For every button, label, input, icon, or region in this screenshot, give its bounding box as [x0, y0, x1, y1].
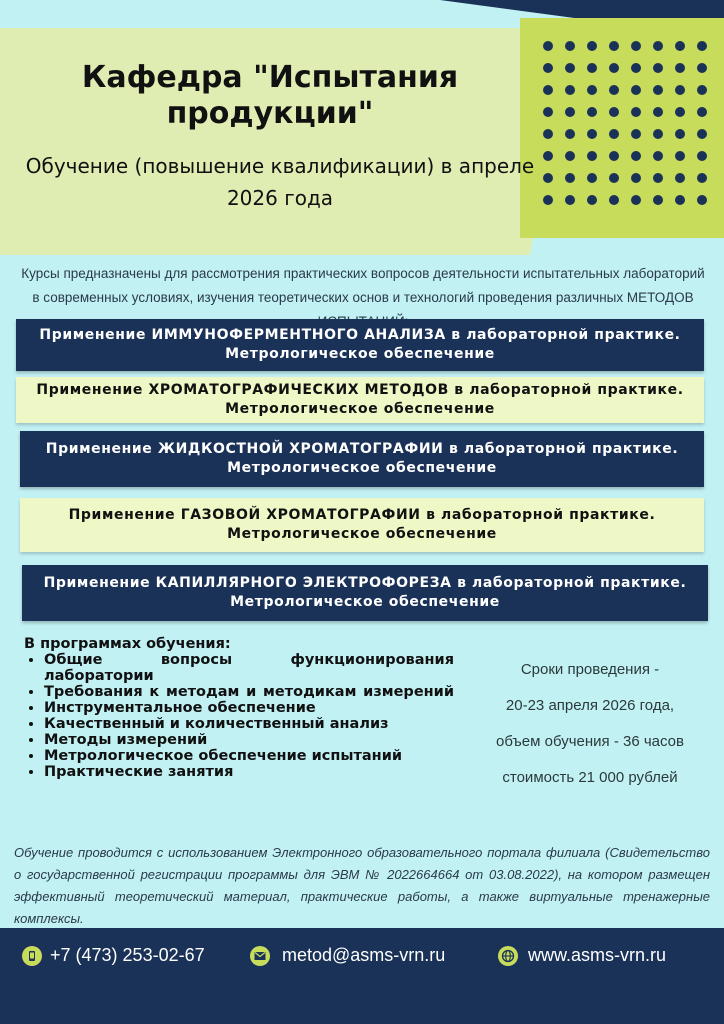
decor-dot: [565, 151, 575, 161]
decor-dot: [565, 129, 575, 139]
decor-dot: [565, 85, 575, 95]
list-item: • Инструментальное обеспечение: [44, 700, 454, 716]
mail-icon: [250, 946, 270, 966]
dot-grid-decoration: [540, 40, 720, 220]
decor-dot: [653, 129, 663, 139]
decor-dot: [543, 107, 553, 117]
decor-dot: [631, 63, 641, 73]
list-item: • Методы измерений: [44, 732, 454, 748]
decor-dot: [543, 129, 553, 139]
decor-dot: [631, 41, 641, 51]
decor-dot: [565, 195, 575, 205]
list-item: • Общие вопросы функционирования лаборатории: [44, 652, 454, 684]
decor-dot: [697, 41, 707, 51]
decor-dot: [609, 195, 619, 205]
decor-dot: [587, 129, 597, 139]
decor-dot: [609, 63, 619, 73]
list-item: • Практические занятия: [44, 764, 454, 780]
course-gas-chromatography: Применение ГАЗОВОЙ ХРОМАТОГРАФИИ в лабораторной практике. Метрологическое обеспечение: [20, 498, 704, 552]
phone-number[interactable]: +7 (473) 253-02-67: [50, 945, 205, 965]
decor-dot: [675, 151, 685, 161]
list-item: • Качественный и количественный анализ: [44, 716, 454, 732]
decor-dot: [697, 195, 707, 205]
decor-dot: [675, 129, 685, 139]
terms-dates: 20-23 апреля 2026 года,: [505, 697, 675, 714]
decor-dot: [697, 63, 707, 73]
website-contact[interactable]: [498, 945, 666, 966]
globe-icon: [498, 946, 518, 966]
decor-dot: [565, 41, 575, 51]
decor-dot: [587, 195, 597, 205]
portal-note: Обучение проводится с использованием Электронного образовательного портала филиала (Свидетельство о государственной регистрации программы для ЭВМ № 2022664664 от 03.08.2022), на котором размещен эффективный теоретический материал, практические работы, а также виртуальные тренажерные комплексы.: [14, 845, 710, 926]
decor-dot: [631, 129, 641, 139]
terms-block: [480, 652, 700, 796]
course-liquid-chromatography: Применение ЖИДКОСТНОЙ ХРОМАТОГРАФИИ в лабораторной практике. Метрологическое обеспечение: [20, 431, 704, 487]
decor-dot: [587, 151, 597, 161]
decor-dot: [697, 151, 707, 161]
phone-contact[interactable]: [22, 945, 205, 966]
course-chromatography: Применение ХРОМАТОГРАФИЧЕСКИХ МЕТОДОВ в лабораторной практике. Метрологическое обеспечение: [16, 377, 704, 423]
decor-dot: [631, 151, 641, 161]
decor-dot: [543, 195, 553, 205]
website-link[interactable]: www.asms-vrn.ru: [528, 945, 667, 965]
list-item: • Метрологическое обеспечение испытаний: [44, 748, 454, 764]
program-block: [24, 636, 454, 780]
decor-dot: [565, 107, 575, 117]
decor-dot: [543, 85, 553, 95]
decor-dot: [675, 107, 685, 117]
decor-dot: [653, 151, 663, 161]
decor-dot: [653, 107, 663, 117]
decor-dot: [609, 85, 619, 95]
decor-dot: [587, 63, 597, 73]
decor-dot: [587, 173, 597, 183]
decor-dot: [609, 173, 619, 183]
course-capillary-electrophoresis: Применение КАПИЛЛЯРНОГО ЭЛЕКТРОФОРЕЗА в лабораторной практике. Метрологическое обеспечение: [22, 565, 708, 621]
decor-dot: [631, 173, 641, 183]
program-list: [24, 652, 454, 780]
decor-dot: [565, 63, 575, 73]
email-contact[interactable]: [250, 945, 445, 966]
decor-dot: [675, 63, 685, 73]
decor-dot: [697, 85, 707, 95]
decor-dot: [697, 129, 707, 139]
decor-dot: [631, 85, 641, 95]
page-title: Кафедра "Испытания продукции": [81, 60, 459, 131]
decor-dot: [653, 63, 663, 73]
course-immunoassay: Применение ИММУНОФЕРМЕНТНОГО АНАЛИЗА в лабораторной практике. Метрологическое обеспечение: [16, 319, 704, 371]
decor-dot: [543, 41, 553, 51]
decor-dot: [697, 107, 707, 117]
decor-dot: [543, 151, 553, 161]
decor-dot: [631, 107, 641, 117]
decor-dot: [609, 107, 619, 117]
decor-dot: [653, 85, 663, 95]
page-subtitle: Обучение (повышение квалификации) в апреле 2026 года: [25, 154, 535, 210]
decor-dot: [609, 41, 619, 51]
email-link[interactable]: metod@asms-vrn.ru: [282, 945, 446, 965]
program-heading: В программах обучения:: [24, 636, 231, 652]
decor-dot: [587, 107, 597, 117]
decor-dot: [697, 173, 707, 183]
decor-dot: [653, 195, 663, 205]
decor-dot: [675, 85, 685, 95]
decor-dot: [675, 195, 685, 205]
decor-dot: [631, 195, 641, 205]
intro-text: Курсы предназначены для рассмотрения практических вопросов деятельности испытательных лабораторий в современных условиях, изучения теоретических основ и технологий проведения различных МЕТОДОВ: [21, 266, 705, 305]
decor-dot: [565, 173, 575, 183]
decor-dot: [587, 41, 597, 51]
terms-dates-label: Сроки проведения -: [520, 661, 660, 678]
decor-dot: [543, 173, 553, 183]
footer: [0, 928, 724, 1024]
decor-dot: [609, 151, 619, 161]
decor-dot: [543, 63, 553, 73]
decor-dot: [653, 41, 663, 51]
terms-volume: объем обучения - 36 часов: [496, 733, 684, 750]
decor-dot: [675, 173, 685, 183]
decor-dot: [609, 129, 619, 139]
decor-dot: [653, 173, 663, 183]
decor-dot: [675, 41, 685, 51]
terms-price: стоимость 21 000 рублей: [502, 769, 678, 786]
phone-icon: [22, 946, 42, 966]
decor-dot: [587, 85, 597, 95]
list-item: • Требования к методам и методикам измерений: [44, 684, 454, 700]
